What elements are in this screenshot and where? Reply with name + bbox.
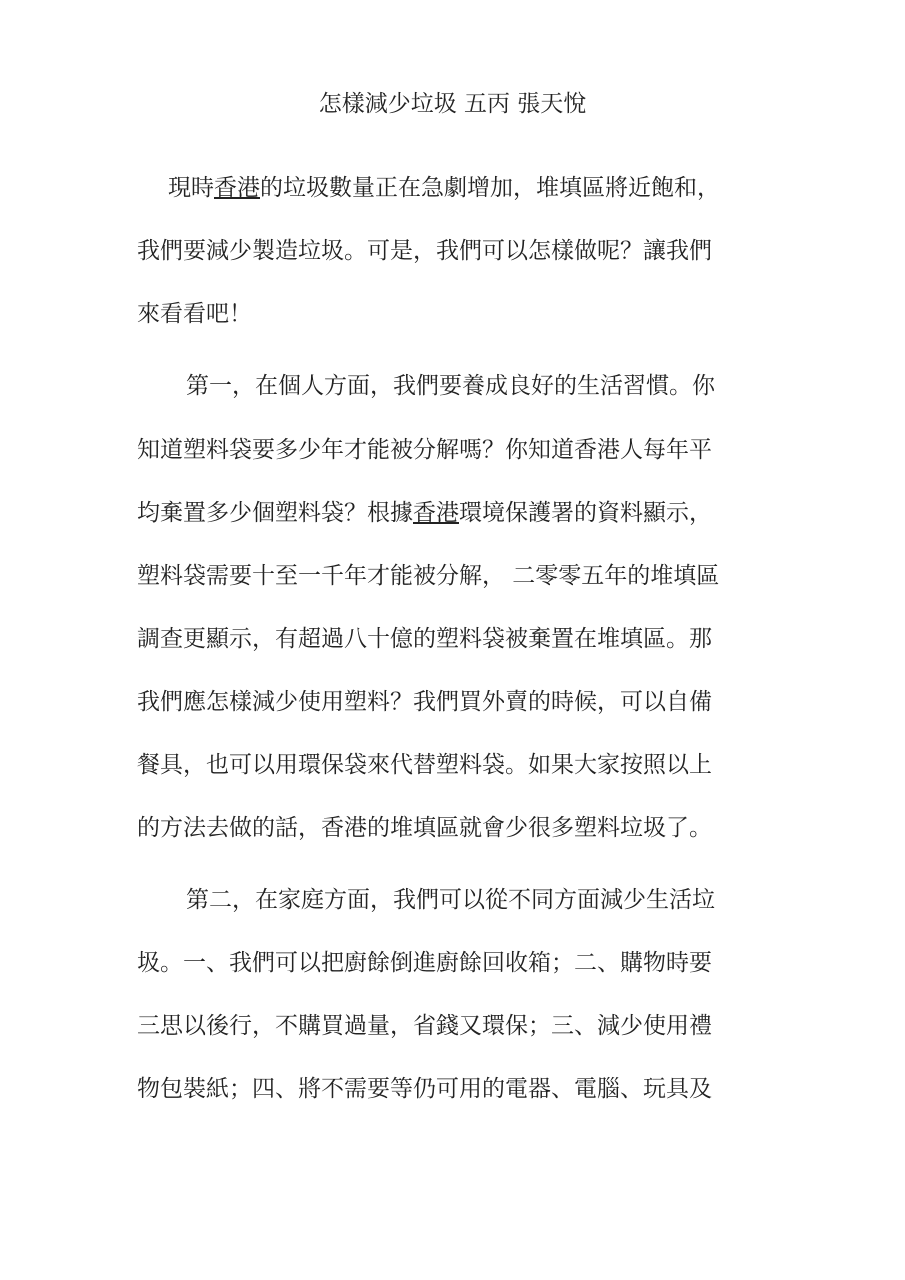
text-line (137, 1008, 777, 1044)
text-span: 來看看吧！ (137, 301, 252, 327)
text-line (137, 684, 777, 720)
text-span: 均棄置多少個塑料袋？根據 (137, 500, 413, 526)
text-span: 我們要減少製造垃圾。可是，我們可以怎樣做呢？讓我們 (137, 238, 712, 264)
text-line (137, 233, 777, 269)
text-line (186, 368, 826, 404)
text-span: 我們應怎樣減少使用塑料？我們買外賣的時候，可以自備 (137, 689, 712, 715)
text-line (137, 495, 777, 531)
text-span: 的方法去做的話，香港的堆填區就會少很多塑料垃圾了。 (137, 815, 712, 841)
text-span: 調查更顯示，有超過八十億的塑料袋被棄置在堆填區。那 (137, 626, 712, 652)
text-line (137, 945, 777, 981)
text-line (137, 558, 777, 594)
text-line (137, 296, 777, 332)
text-span: 餐具，也可以用環保袋來代替塑料袋。如果大家按照以上 (137, 752, 712, 778)
text-span: 現時 (168, 175, 214, 201)
text-span: 環境保護署的資料顯示， (459, 500, 712, 526)
text-line (168, 170, 808, 206)
document-title: 怎樣減少垃圾 五丙 張天悅 (318, 91, 587, 117)
text-span: 物包裝紙；四、將不需要等仍可用的電器、電腦、玩具及 (137, 1076, 712, 1102)
underlined-place-name: 香港 (214, 175, 260, 201)
text-line (186, 882, 826, 918)
text-span: 第二，在家庭方面，我們可以從不同方面減少生活垃 (186, 887, 715, 913)
text-line (137, 747, 777, 783)
text-line (137, 810, 777, 846)
text-line (137, 432, 777, 468)
underlined-place-name: 香港 (413, 500, 459, 526)
text-line (137, 1071, 777, 1107)
text-span: 知道塑料袋要多少年才能被分解嗎？你知道香港人每年平 (137, 437, 712, 463)
text-span: 三思以後行，不購買過量，省錢又環保；三、減少使用禮 (137, 1013, 712, 1039)
text-span: 圾。一、我們可以把廚餘倒進廚餘回收箱；二、購物時要 (137, 950, 712, 976)
text-span: 第一，在個人方面，我們要養成良好的生活習慣。你 (186, 373, 715, 399)
text-span: 的垃圾數量正在急劇增加，堆填區將近飽和， (260, 175, 720, 201)
text-line (137, 621, 777, 657)
text-span: 塑料袋需要十至一千年才能被分解， 二零零五年的堆填區 (137, 563, 720, 589)
